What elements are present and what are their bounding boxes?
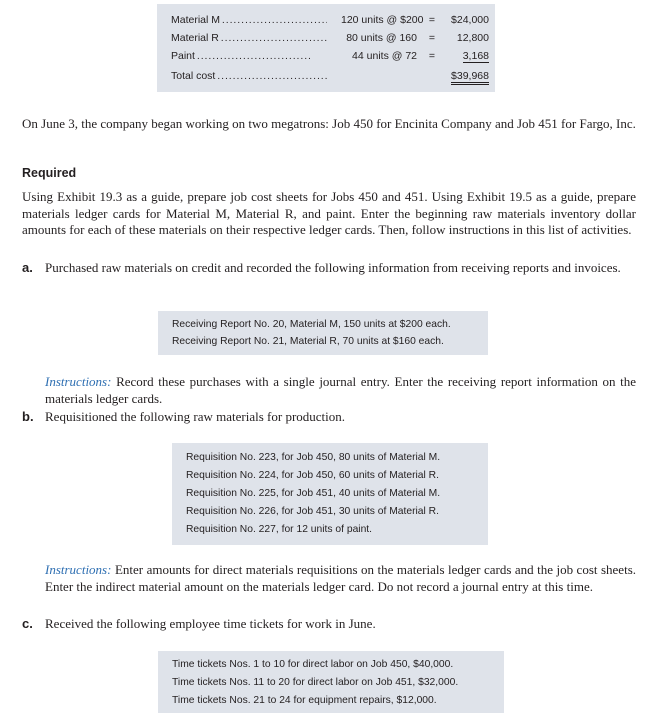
- item-b-instructions: [45, 562, 636, 595]
- inventory-quantity: 80 units @ 160: [346, 32, 417, 44]
- inventory-amount: $24,000: [451, 14, 489, 26]
- receiving-report-line: Receiving Report No. 21, Material R, 70 units at $160 each.: [172, 336, 444, 347]
- requisition-line: Requisition No. 225, for Job 451, 40 units of Material M.: [186, 488, 441, 499]
- inventory-material-name: Material M . . .: [171, 11, 327, 29]
- inventory-amount: [441, 47, 489, 65]
- inventory-amount: 12,800: [456, 32, 489, 44]
- inventory-amount-underlined: 3,168: [462, 50, 489, 62]
- inventory-quantity: 44 units @ 72: [352, 50, 417, 62]
- required-heading: Required: [22, 166, 77, 180]
- item-a-text: Purchased raw materials on credit and recorded the following information from receiving reports and invoices.: [45, 260, 621, 275]
- requisition-line: Requisition No. 226, for Job 451, 30 units of Material R.: [186, 506, 439, 517]
- inventory-material-name: Paint . . .: [171, 47, 327, 65]
- item-b-letter: b.: [22, 409, 34, 424]
- required-paragraph: Using Exhibit 19.3 as a guide, prepare job cost sheets for Jobs 450 and 451. Using Exhibit 19.5 as a guide, prepare materials ledger cards for Material M, Material R, and paint. Enter the beginning raw materials inventory dollar amounts for each of these materials on their respective ledger cards. Then, follow instructions in this list of activities.: [22, 189, 636, 237]
- inventory-equals: =: [428, 14, 436, 26]
- item-c-text: Received the following employee time tickets for work in June.: [45, 616, 376, 631]
- time-ticket-line: Time tickets Nos. 1 to 10 for direct labor on Job 450, $40,000.: [172, 659, 454, 670]
- requisition-line: Requisition No. 227, for 12 units of paint.: [186, 524, 373, 535]
- item-c-letter: c.: [22, 616, 33, 631]
- inventory-equals: =: [428, 50, 436, 62]
- beginning-inventory-box: [157, 4, 495, 92]
- item-b-text: Requisitioned the following raw materials for production.: [45, 409, 346, 424]
- instructions-label: Instructions:: [45, 374, 112, 389]
- intro-paragraph: On June 3, the company began working on two megatrons: Job 450 for Encinita Company and Job 451 for Fargo, Inc.: [22, 116, 636, 131]
- receiving-report-line: Receiving Report No. 20, Material M, 150 units at $200 each.: [172, 319, 451, 330]
- instructions-text: Enter amounts for direct materials requisitions on the materials ledger cards and the job cost sheets. Enter the indirect material amount on the materials ledger card. Do not record a journal entry at this time.: [45, 562, 636, 594]
- inventory-total-value: $39,968: [451, 70, 489, 85]
- inventory-material-name: Material R . . .: [171, 29, 327, 47]
- time-ticket-line: Time tickets Nos. 21 to 24 for equipment repairs, $12,000.: [172, 695, 437, 706]
- instructions-label: Instructions:: [45, 562, 112, 577]
- item-a-letter: a.: [22, 260, 33, 275]
- requisitions-box: [172, 443, 488, 545]
- inventory-equals: =: [428, 32, 436, 44]
- receiving-reports-box: [158, 311, 488, 355]
- requisition-line: Requisition No. 223, for Job 450, 80 units of Material M.: [186, 452, 441, 463]
- time-tickets-box: [158, 651, 504, 713]
- requisition-line: Requisition No. 224, for Job 450, 60 units of Material R.: [186, 470, 439, 481]
- item-a-instructions: [45, 374, 636, 407]
- instructions-text: Record these purchases with a single journal entry. Enter the receiving report information on the materials ledger cards.: [45, 374, 637, 406]
- inventory-quantity: 120 units @ $200: [341, 14, 424, 26]
- inventory-total-label: Total cost . . .: [171, 67, 327, 85]
- inventory-total-amount: [441, 67, 489, 85]
- time-ticket-line: Time tickets Nos. 11 to 20 for direct labor on Job 451, $32,000.: [172, 677, 459, 688]
